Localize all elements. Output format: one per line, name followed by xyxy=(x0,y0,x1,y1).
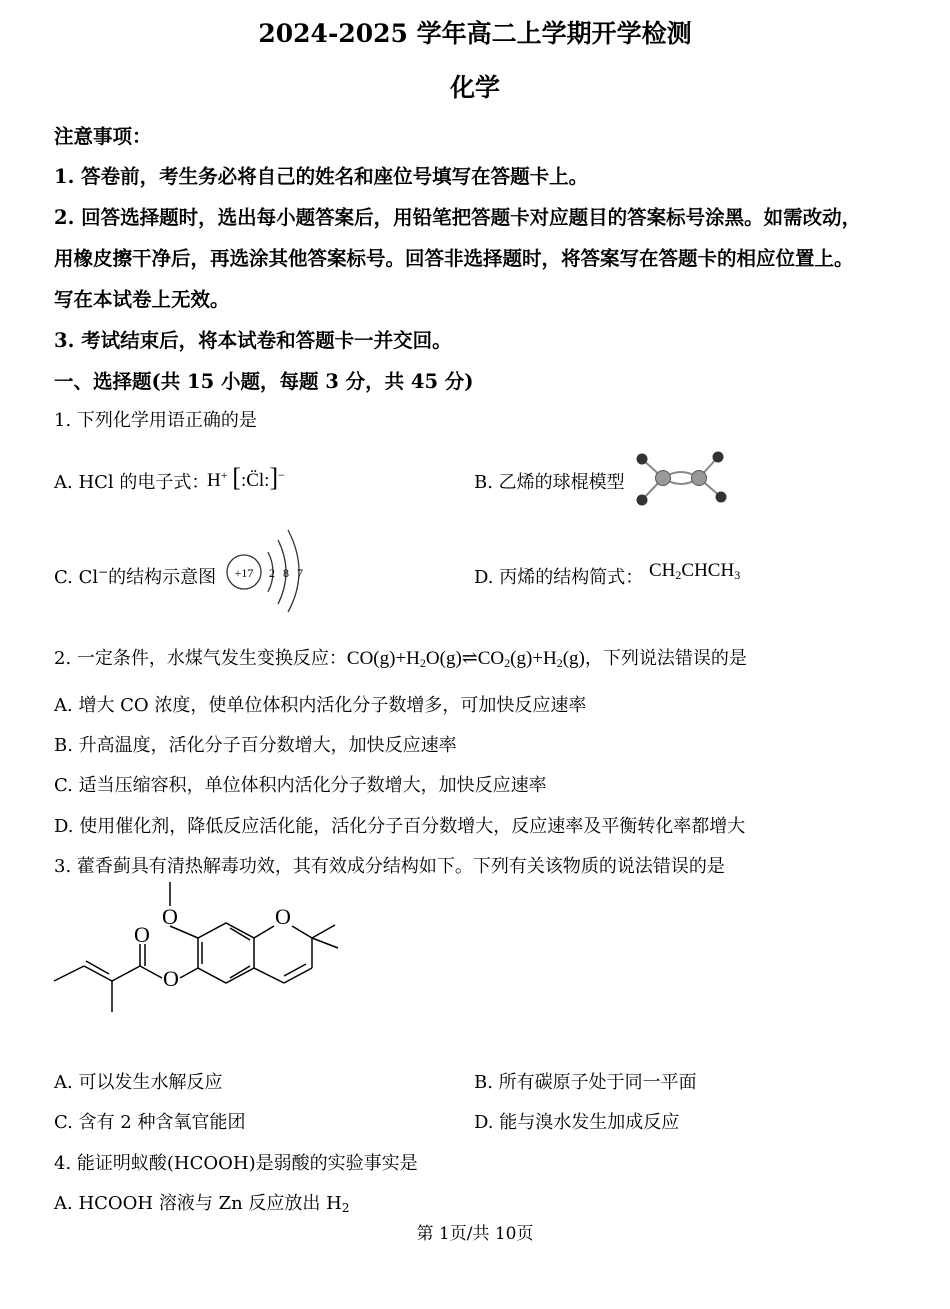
hcl-cl: :C̈l: xyxy=(240,470,270,491)
methoxy-oxygen: O xyxy=(162,904,178,929)
q3-option-c: C. 含有 2 种含氧官能团 xyxy=(54,1112,246,1133)
h-atom-ball xyxy=(637,454,648,465)
notice-item-1: 1. 答卷前，考生务必将自己的姓名和座位号填写在答题卡上。 xyxy=(54,165,589,188)
propene-formula: $CH_2CHCH_3$ xyxy=(649,560,741,582)
hcl-electron-formula: H+ [:C̈l:]− xyxy=(207,463,285,492)
exam-title: 2024-2025 学年高二上学期开学检测 xyxy=(258,19,692,48)
h-atom-ball xyxy=(716,492,727,503)
q1-option-b: B. 乙烯的球棍模型 xyxy=(474,472,625,493)
q1-option-d: D. 丙烯的结构简式： xyxy=(474,567,644,588)
molecule-structure xyxy=(50,880,350,1020)
q1-option-a: A. HCl 的电子式： xyxy=(54,472,210,493)
notice-heading: 注意事项： xyxy=(54,125,152,148)
subject-title: 化学 xyxy=(449,73,500,102)
q1-option-c: C. Cl−的结构示意图 xyxy=(54,565,217,588)
notice-item-2-line-1: 2. 回答选择题时，选出每小题答案后，用铅笔把答题卡对应题目的答案标号涂黑。如需改动， xyxy=(54,206,862,229)
question-2-stem xyxy=(54,644,747,671)
q2-option-b: B. 升高温度，活化分子百分数增大，加快反应速率 xyxy=(54,735,457,756)
shell-3-electrons: 7 xyxy=(297,566,303,580)
hcl-h: H xyxy=(207,470,221,491)
q2-option-d: D. 使用催化剂，降低反应活化能，活化分子百分数增大，反应速率及平衡转化率都增大 xyxy=(54,816,746,837)
notice-item-2-line-3: 写在本试卷上无效。 xyxy=(54,288,230,311)
c-atom-ball xyxy=(692,471,707,486)
q2-option-c: C. 适当压缩容积，单位体积内活化分子数增大，加快反应速率 xyxy=(54,775,547,796)
h-atom-ball xyxy=(637,495,648,506)
ester-oxygen: O xyxy=(163,966,179,991)
q3-option-a: A. 可以发生水解反应 xyxy=(54,1072,223,1093)
question-1-stem: 1. 下列化学用语正确的是 xyxy=(54,410,257,431)
q1-option-c-prefix: C. Cl xyxy=(54,567,99,588)
hcl-cl-charge: − xyxy=(278,468,285,482)
ethylene-ball-stick-model xyxy=(630,447,730,509)
notice-item-3: 3. 考试结束后，将本试卷和答题卡一并交回。 xyxy=(54,329,452,352)
carbonyl-oxygen: O xyxy=(134,922,150,947)
shell-1-electrons: 2 xyxy=(269,566,275,580)
section-heading: 一、选择题(共 15 小题，每题 3 分，共 45 分) xyxy=(54,370,474,393)
c-atom-ball xyxy=(656,471,671,486)
ring-oxygen: O xyxy=(275,904,291,929)
shell-2-electrons: 8 xyxy=(283,566,289,580)
notice-item-2-line-2: 用橡皮擦干净后，再选涂其他答案标号。回答非选择题时，将答案写在答题卡的相应位置上。 xyxy=(54,247,854,270)
h-atom-ball xyxy=(713,452,724,463)
nucleus-charge: +17 xyxy=(234,566,254,580)
hcl-h-charge: + xyxy=(220,468,228,482)
water-gas-shift-equation: $CO(g)+H_2O(g)\rightleftharpoons CO_2(g)+H_2(g)$ xyxy=(346,648,585,670)
q2-stem-suffix: ，下列说法错误的是 xyxy=(584,648,747,669)
chloride-structure-diagram xyxy=(224,528,314,614)
question-4-stem: 4. 能证明蚁酸(HCOOH)是弱酸的实验事实是 xyxy=(54,1153,418,1174)
q1-option-c-suffix: 的结构示意图 xyxy=(108,567,217,588)
q3-option-d: D. 能与溴水发生加成反应 xyxy=(474,1112,680,1133)
q2-option-a: A. 增大 CO 浓度，使单位体积内活化分子数增多，可加快反应速率 xyxy=(54,695,587,716)
question-3-stem: 3. 藿香蓟具有清热解毒功效，其有效成分结构如下。下列有关该物质的说法错误的是 xyxy=(54,856,725,877)
page-number: 第 1页/共 10页 xyxy=(416,1224,534,1244)
q3-option-b: B. 所有碳原子处于同一平面 xyxy=(474,1072,697,1093)
q4-option-a: A. HCOOH 溶液与 Zn 反应放出 $H_2$ xyxy=(54,1193,350,1215)
q2-stem-prefix: 2. 一定条件，水煤气发生变换反应： xyxy=(54,648,347,669)
